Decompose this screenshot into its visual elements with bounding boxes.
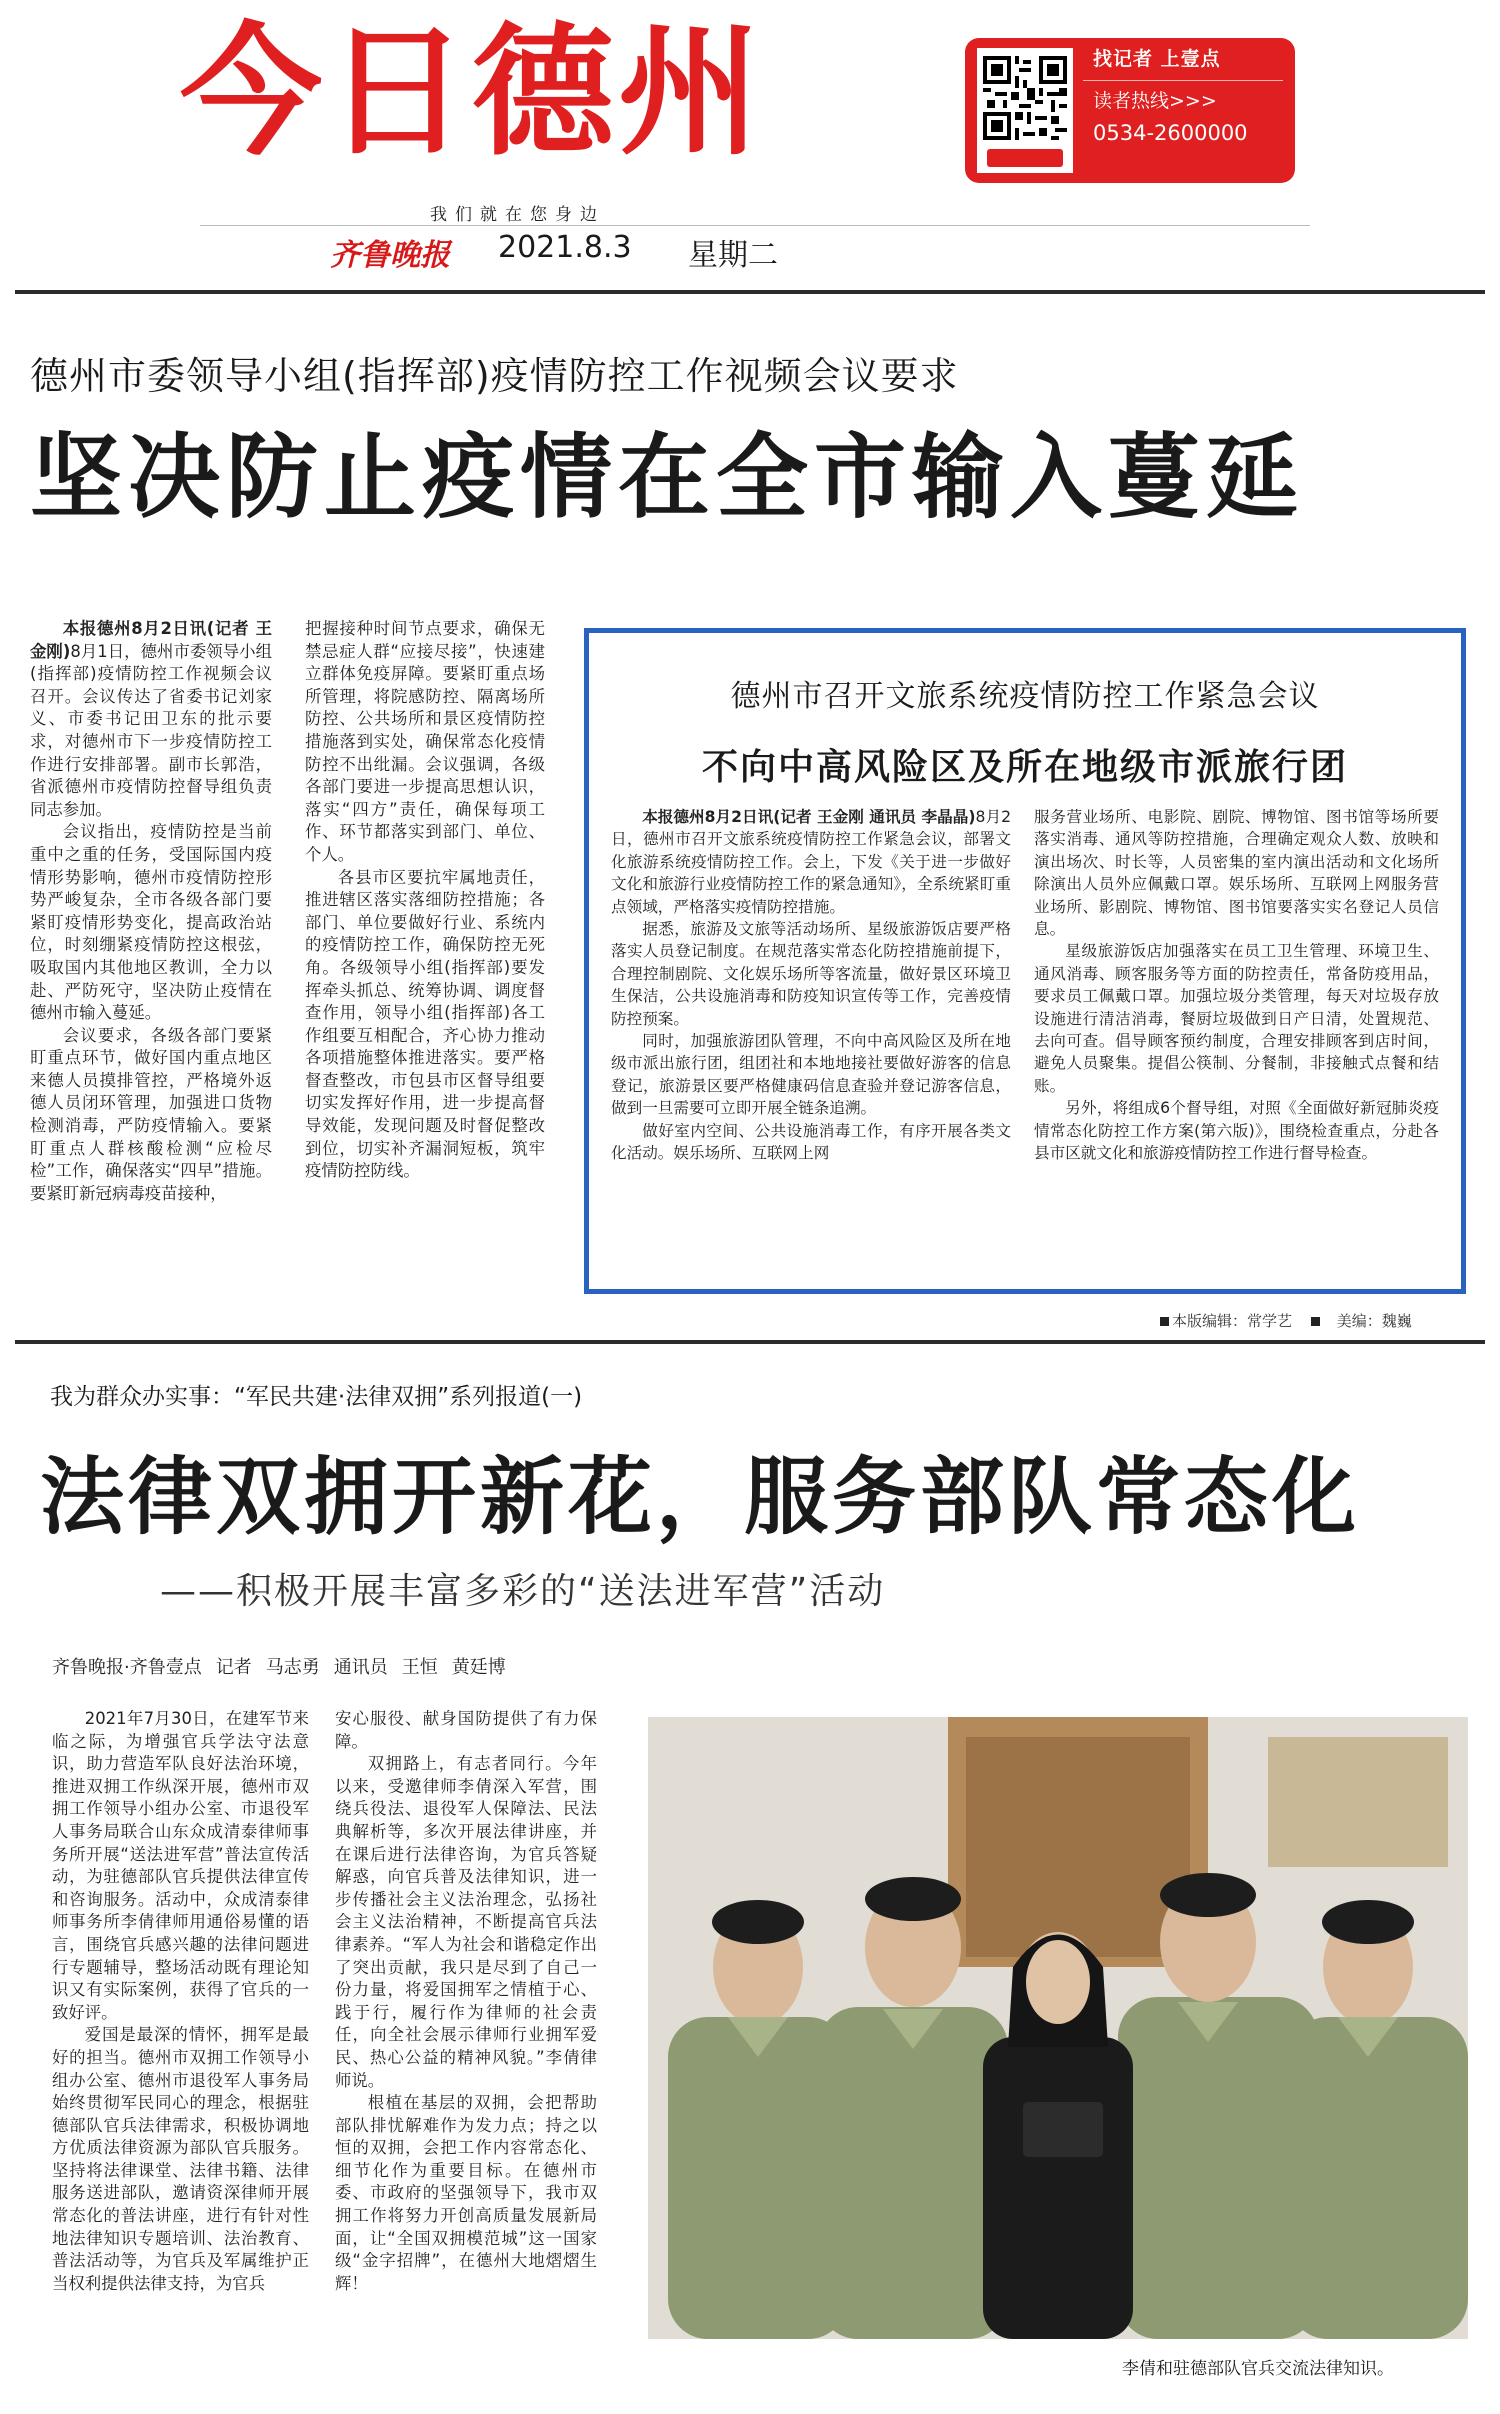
page-credits (1160, 1310, 1412, 1331)
inset-kicker: 德州市召开文旅系统疫情防控工作紧急会议 (730, 679, 1320, 714)
divider (15, 290, 1485, 294)
story1-headline: 坚决防止疫情在全市输入蔓延 (30, 424, 1305, 531)
inset-headline: 不向中高风险区及所在地级市派旅行团 (701, 747, 1348, 788)
designer-credit: 美编：魏巍 (1336, 1312, 1412, 1330)
story1-kicker: 德州市委领导小组(指挥部)疫情防控工作视频会议要求 (30, 354, 959, 398)
paragraph: 另外，将组成6个督导组，对照《全面做好新冠肺炎疫情常态化防控工作方案(第六版)》，围绕检查重点，分赴各县市区就文化和旅游疫情防控工作进行督导检查。 (1034, 1099, 1439, 1163)
paragraph: 同时，加强旅游团队管理，不向中高风险区及所在地级市派出旅行团，组团社和本地地接社要做好游客的信息登记，旅游景区要严格健康码信息查验并登记游客信息，做到一旦需要可立即开展全链条追溯。 (611, 1032, 1011, 1118)
news-photo (648, 1717, 1468, 2339)
paragraph: 据悉，旅游及文旅等活动场所、星级旅游饭店要严格落实人员登记制度。在规范落实常态化防控措施前提下，合理控制剧院、文化娱乐场所等客流量，做好景区环境卫生保洁，公共设施消毒和防疫知识宣传等工作，完善疫情防控预案。 (611, 920, 1011, 1028)
story2-column-1 (52, 1708, 309, 2394)
qr-line-find-reporter: 找记者 上壹点 (1093, 48, 1221, 70)
story2-kicker: 我为群众办实事：“军民共建·法律双拥”系列报道(一) (50, 1384, 583, 1410)
story2-column-2 (335, 1708, 597, 2394)
paragraph: 本报德州8月2日讯(记者 王金刚 通讯员 李晶晶)8月2日，德州市召开文旅系统疫情防控工作紧急会议，部署文化旅游系统疫情防控工作。会上，下发《关于进一步做好文化和旅游行业疫情防控工作的紧急通知》，全系统紧盯重点领域，严格落实疫情防控措施。 (611, 808, 1011, 916)
story2-headline: 法律双拥开新花，服务部队常态化 (40, 1448, 1361, 1546)
inset-column-1 (611, 806, 1011, 1266)
slogan: 我们就在您身边 (430, 205, 605, 225)
story2-subhead: ——积极开展丰富多彩的“送法进军营”活动 (160, 1571, 886, 1612)
paragraph: 会议指出，疫情防控是当前重中之重的任务，受国际国内疫情形势影响，德州市疫情防控形势严峻复杂，全市各级各部门要紧盯疫情形势变化，提高政治站位，时刻绷紧疫情防控这根弦，吸取国内其他地区教训，全力以赴、严防死守，坚决防止疫情在德州市输入蔓延。 (30, 822, 272, 1023)
qr-code-icon (977, 48, 1073, 173)
paragraph: 星级旅游饭店加强落实在员工卫生管理、环境卫生、通风消毒、顾客服务等方面的防控责任，常备防疫用品，要求员工佩戴口罩。加强垃圾分类管理，每天对垃圾存放设施进行清洁消毒，餐厨垃圾做到日产日清，处置规范、去向可查。倡导顾客预约制度，合理安排顾客到店时间，避免人员聚集。提倡公筷制、分餐制，非接触式点餐和结账。 (1034, 942, 1439, 1095)
newspaper-title: 今日德州 (180, 10, 764, 175)
issue-weekday: 星期二 (688, 238, 778, 273)
paragraph: 做好室内空间、公共设施消毒工作，有序开展各类文化活动。娱乐场所、互联网上网 (611, 1121, 1011, 1163)
issue-date: 2021.8.3 (498, 230, 632, 265)
paragraph: 根植在基层的双拥，会把帮助部队排忧解难作为发力点；持之以恒的双拥，会把工作内容常态化、细节化作为重要目标。在德州市委、市政府的坚强领导下，我市双拥工作将努力开创高质量发展新局面，让“全国双拥模范城”这一国家级“金字招牌”，在德州大地熠熠生辉！ (335, 2093, 597, 2293)
story1-column-2 (305, 618, 545, 1298)
brand-logo: 齐鲁晚报 (330, 238, 450, 273)
paragraph: 爱国是最深的情怀，拥军是最好的担当。德州市双拥工作领导小组办公室、德州市退役军人事务局始终贯彻军民同心的理念，根据驻德部队官兵法律需求，积极协调地方优质法律资源为部队官兵服务。坚持将法律课堂、法律书籍、法律服务送进部队，邀请资深律师开展常态化的普法讲座，进行有针对性地法律知识专题培训、法治教育、普法活动等，为官兵及军属维护正当权利提供法律支持，为官兵 (52, 2025, 309, 2293)
story1-column-1 (30, 618, 272, 1298)
paragraph: 各县市区要抗牢属地责任，推进辖区落实落细防控措施；各部门、单位要做好行业、系统内的疫情防控工作，确保防控无死角。各级领导小组(指挥部)要发挥牵头抓总、统筹协调、调度督查作用，领导小组(指挥部)各工作组要互相配合，齐心协力推动各项措施整体推进落实。要严格督查整改，市包县市区督导组要切实发挥好作用，进一步提高督导效能，发现问题及时督促整改到位，切实补齐漏洞短板，筑牢疫情防控防线。 (305, 867, 545, 1181)
masthead (0, 0, 1500, 290)
story2-byline: 齐鲁晚报·齐鲁壹点 记者 马志勇 通讯员 王恒 黄廷博 (52, 1657, 506, 1678)
editor-credit: 本版编辑：常学艺 (1172, 1312, 1293, 1330)
qr-line-hotline-number: 0534-2600000 (1093, 121, 1248, 145)
paragraph: 服务营业场所、电影院、剧院、博物馆、图书馆等场所要落实消毒、通风等防控措施，合理确定观众人数、放映和演出场次、时长等，人员密集的室内演出活动和文化场所除演出人员外应佩戴口罩。娱乐场所、互联网上网服务营业场所、影剧院、博物馆、图书馆要落实实名登记人员信息。 (1034, 808, 1439, 939)
paragraph: 双拥路上，有志者同行。今年以来，受邀律师李倩深入军营，围绕兵役法、退役军人保障法、民法典解析等，多次开展法律讲座，并在课后进行法律咨询，为官兵答疑解惑，向官兵普及法律知识，进一步传播社会主义法治理念，弘扬社会主义法治精神，不断提高官兵法律素养。“军人为社会和谐稳定作出了突出贡献，我只是尽到了自己一份力量，将爱国拥军之情植于心、践于行，履行作为律师的社会责任，向全社会展示律师行业拥军爱民、热心公益的精神风貌。”李倩律师说。 (335, 1754, 597, 2090)
paragraph: 2021年7月30日，在建军节来临之际，为增强官兵学法守法意识，助力营造军队良好法治环境，推进双拥工作纵深开展，德州市双拥工作领导小组办公室、市退役军人事务局联合山东众成清泰律师事务所开展“送法进军营”普法宣传活动，为驻德部队官兵提供法律宣传和咨询服务。活动中，众成清泰律师事务所李倩律师用通俗易懂的语言，围绕官兵感兴趣的法律问题进行专题辅导，整场活动既有理论知识又有实际案例，获得了官兵的一致好评。 (52, 1709, 309, 2022)
inset-column-2 (1034, 806, 1439, 1266)
divider (15, 1340, 1485, 1344)
inset-article (584, 628, 1466, 1294)
photo-caption: 李倩和驻德部队官兵交流法律知识。 (1122, 2359, 1394, 2379)
paragraph: 安心服役、献身国防提供了有力保障。 (335, 1709, 597, 1751)
reader-hotline-box (965, 38, 1295, 183)
paragraph: 本报德州8月2日讯(记者 王金刚)8月1日，德州市委领导小组(指挥部)疫情防控工作视频会议召开。会议传达了省委书记刘家义、市委书记田卫东的批示要求，对德州市下一步疫情防控工作进行安排部署。副市长郭浩，省派德州市疫情防控督导组负责同志参加。 (30, 619, 272, 819)
paragraph: 会议要求，各级各部门要紧盯重点环节，做好国内重点地区来德人员摸排管控，严格境外返德人员闭环管理，加强进口货物检测消毒，严防疫情输入。要紧盯重点人群核酸检测“应检尽检”工作，确保落实“四早”措施。要紧盯新冠病毒疫苗接种， (30, 1025, 272, 1203)
qr-line-hotline-label: 读者热线>>> (1093, 90, 1217, 112)
paragraph: 把握接种时间节点要求，确保无禁忌症人群“应接尽接”，快速建立群体免疫屏障。要紧盯重点场所管理，将院感防控、隔离场所防控、公共场所和景区疫情防控措施落到实处，确保常态化疫情防控不出纰漏。会议强调，各级各部门要进一步提高思想认识，落实“四方”责任，确保每项工作、环节都落实到部门、单位、个人。 (305, 619, 545, 864)
